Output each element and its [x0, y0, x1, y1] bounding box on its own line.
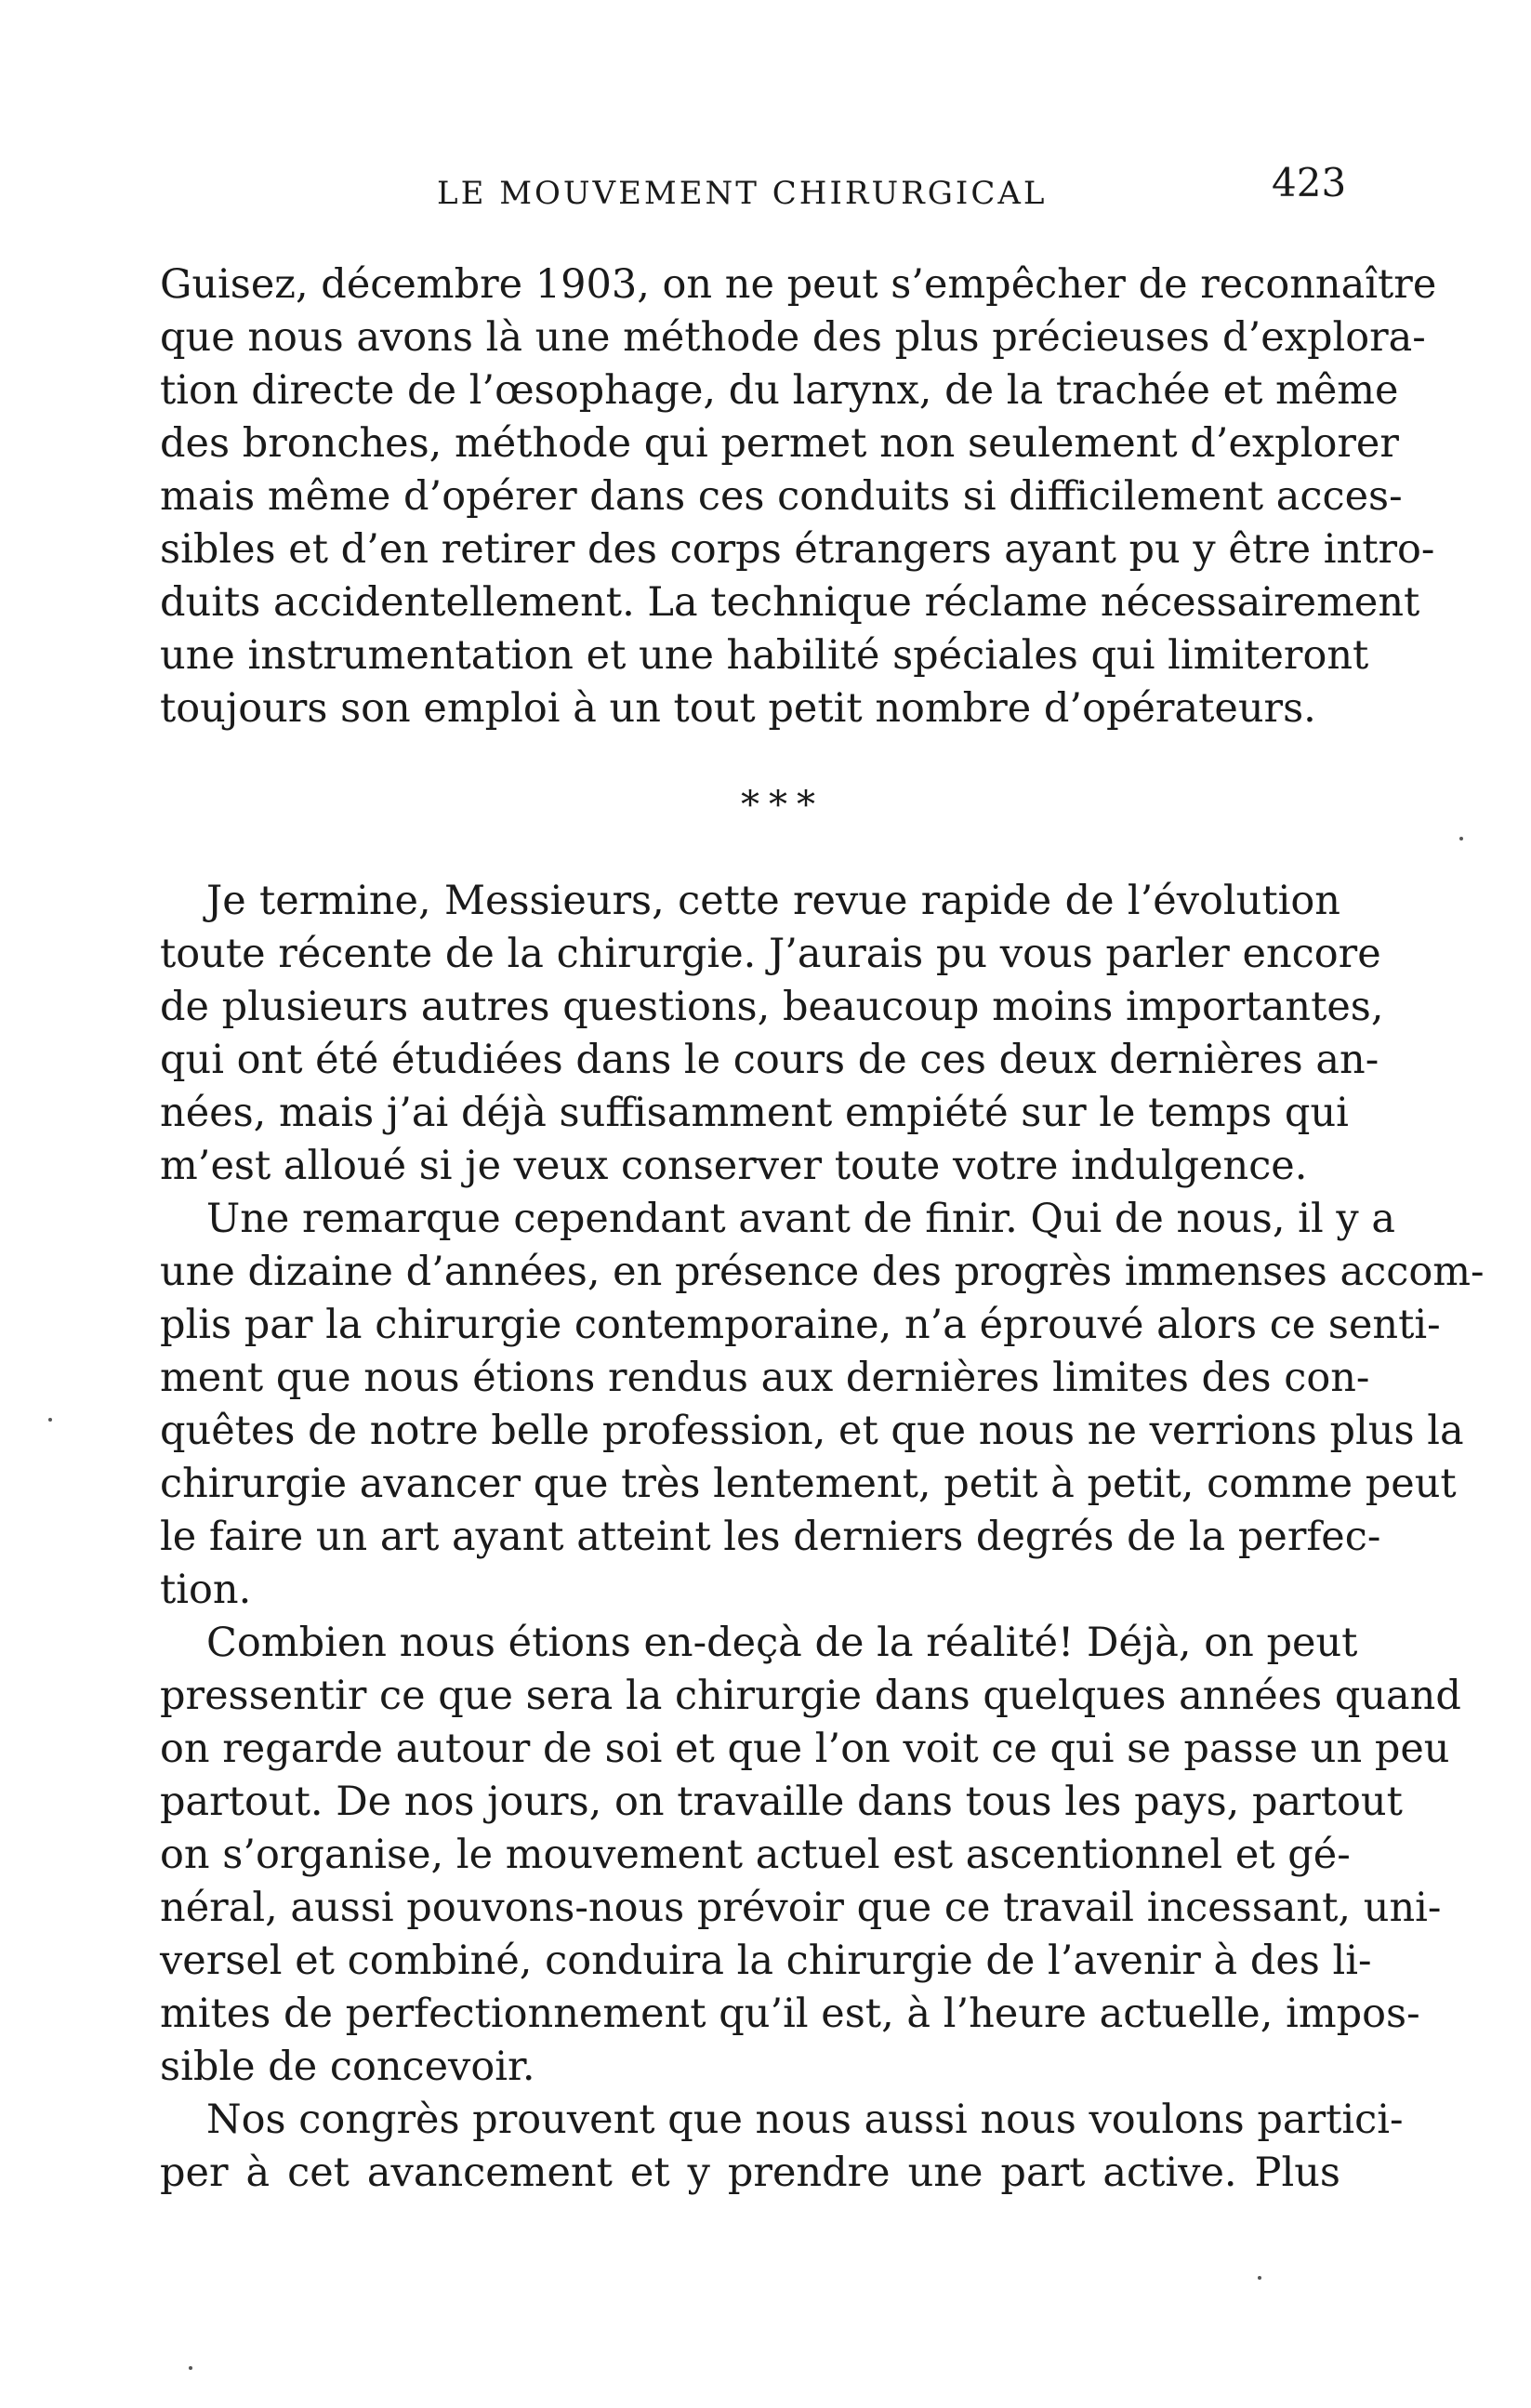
text-line: m’est alloué si je veux conserver toute votre indulgence. — [160, 1143, 1308, 1189]
scan-speck — [189, 2366, 192, 2370]
paragraph — [160, 1193, 1485, 1617]
text-line: toute récente de la chirurgie. J’aurais pu vous parler encore — [160, 931, 1381, 977]
text-line: Guisez, décembre 1903, on ne peut s’empêcher de reconnaître — [160, 261, 1437, 308]
text-line: sibles et d’en retirer des corps étrangers ayant pu y être intro- — [160, 526, 1435, 573]
text-line: une instrumentation et une habilité spéciales qui limiteront — [160, 632, 1369, 679]
text-line: on s’organise, le mouvement actuel est ascentionnel et gé- — [160, 1832, 1351, 1878]
text-line: tion. — [160, 1567, 252, 1613]
text-line: nées, mais j’ai déjà suffisamment empiété sur le temps qui — [160, 1090, 1349, 1136]
text-line: chirurgie avancer que très lentement, petit à petit, comme peut — [160, 1461, 1457, 1507]
text-line: Je termine, Messieurs, cette revue rapide de l’évolution — [206, 878, 1340, 924]
text-line: sible de concevoir. — [160, 2044, 535, 2090]
scan-speck — [1258, 2276, 1261, 2280]
text-line: une dizaine d’années, en présence des progrès immenses accom- — [160, 1249, 1485, 1295]
scan-speck — [48, 1418, 52, 1422]
text-line: le faire un art ayant atteint les derniers degrés de la perfec- — [160, 1514, 1381, 1560]
running-title: LE MOUVEMENT CHIRURGICAL — [437, 175, 1048, 212]
text-line: des bronches, méthode qui permet non seulement d’explorer — [160, 420, 1399, 467]
text-line: néral, aussi pouvons-nous prévoir que ce travail incessant, uni- — [160, 1885, 1442, 1931]
paragraph-continuation — [160, 258, 1437, 735]
text-line: partout. De nos jours, on travaille dans tous les pays, partout — [160, 1779, 1403, 1825]
text-line: per à cet avancement et y prendre une part active. Plus — [160, 2150, 1340, 2196]
section-separator: *** — [741, 784, 825, 827]
paragraph — [160, 875, 1384, 1193]
paragraph — [160, 2094, 1404, 2200]
text-line: plis par la chirurgie contemporaine, n’a éprouvé alors ce senti- — [160, 1302, 1441, 1348]
text-line: pressentir ce que sera la chirurgie dans quelques années quand — [160, 1673, 1461, 1719]
scan-speck — [1459, 837, 1463, 840]
text-line: Nos congrès prouvent que nous aussi nous voulons partici- — [206, 2097, 1404, 2143]
body-text — [160, 258, 1485, 2200]
text-line: ment que nous étions rendus aux dernières limites des con- — [160, 1355, 1370, 1401]
text-line: Une remarque cependant avant de finir. Qui de nous, il y a — [206, 1196, 1395, 1242]
text-line: tion directe de l’œsophage, du larynx, de la trachée et même — [160, 367, 1399, 414]
text-line: que nous avons là une méthode des plus précieuses d’explora- — [160, 314, 1426, 361]
text-line: mais même d’opérer dans ces conduits si difficilement acces- — [160, 473, 1403, 520]
text-line: de plusieurs autres questions, beaucoup moins importantes, — [160, 984, 1384, 1030]
page-number: 423 — [1272, 160, 1347, 205]
text-line: toujours son emploi à un tout petit nombre d’opérateurs. — [160, 685, 1316, 732]
text-line: Combien nous étions en-deçà de la réalité! Déjà, on peut — [206, 1620, 1358, 1666]
text-line: versel et combiné, conduira la chirurgie de l’avenir à des li- — [160, 1938, 1372, 1984]
text-line: duits accidentellement. La technique réclame nécessairement — [160, 579, 1420, 626]
text-line: quêtes de notre belle profession, et que nous ne verrions plus la — [160, 1408, 1464, 1454]
text-line: mites de perfectionnement qu’il est, à l’heure actuelle, impos- — [160, 1991, 1420, 2037]
text-line: on regarde autour de soi et que l’on voit ce qui se passe un peu — [160, 1726, 1450, 1772]
text-line: qui ont été étudiées dans le cours de ces deux dernières an- — [160, 1037, 1379, 1083]
paragraph — [160, 1617, 1461, 2094]
